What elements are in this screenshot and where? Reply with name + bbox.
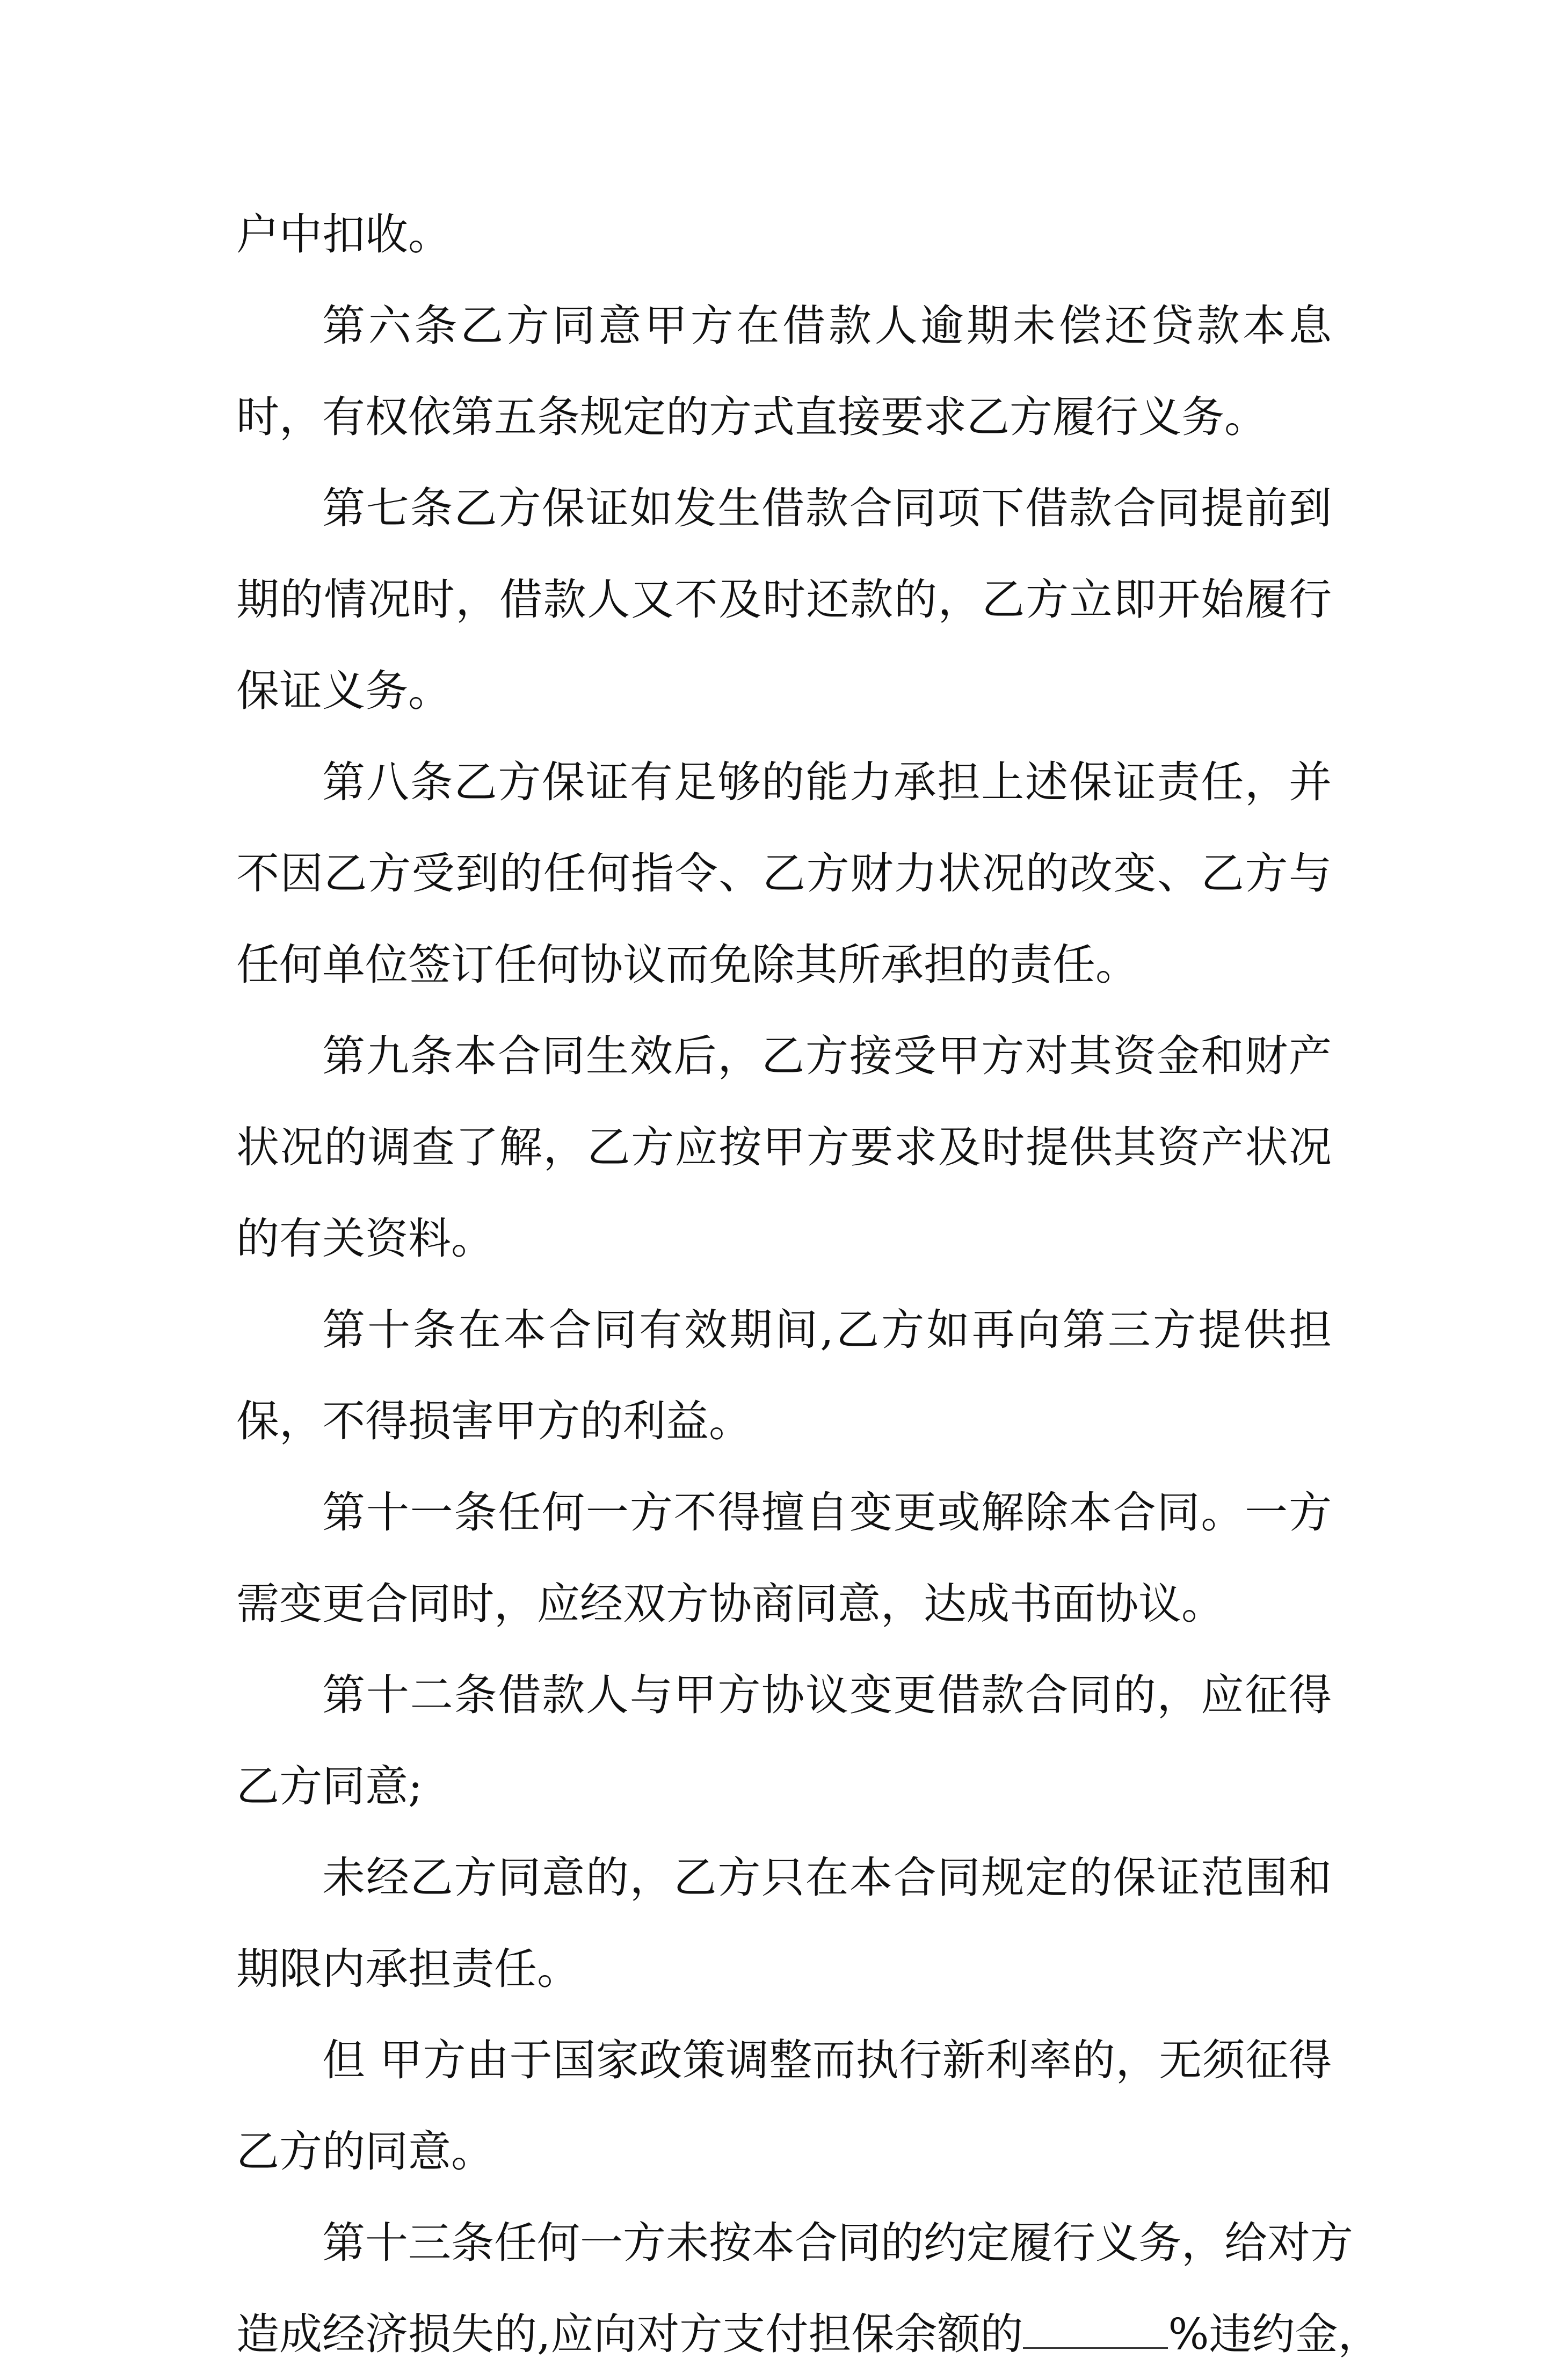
clause-12: 第十二条借款人与甲方协议变更借款合同的，应征得乙方同意; (236, 1670, 1332, 1811)
paragraph-continuation: 户中扣收。 (236, 209, 451, 259)
clause-10: 第十条在本合同有效期间,乙方如再向第三方提供担保，不得损害甲方的利益。 (236, 1305, 1332, 1446)
clause-6: 第六条乙方同意甲方在借款人逾期未偿还贷款本息时，有权依第五条规定的方式直接要求乙方履行义务。 (236, 301, 1332, 442)
clause-13-text-before-blank: 造成经济损失的,应向对方支付担保余额的 (236, 2309, 1023, 2359)
document-body (236, 189, 1381, 2380)
penalty-rate-blank[interactable] (1023, 2315, 1168, 2349)
clause-11: 第十一条任何一方不得擅自变更或解除本合同。一方需变更合同时，应经双方协商同意，达成书面协议。 (236, 1488, 1332, 1629)
clause-13-line-2 (236, 2289, 1381, 2380)
clause-13-text-after-blank: %违约金， (1168, 2309, 1381, 2359)
clause-7: 第七条乙方保证如发生借款合同项下借款合同提前到期的情况时，借款人又不及时还款的，乙方立即开始履行保证义务。 (236, 483, 1332, 716)
clause-12-continued: 未经乙方同意的，乙方只在本合同规定的保证范围和期限内承担责任。 (236, 1853, 1332, 1994)
clause-9: 第九条本合同生效后，乙方接受甲方对其资金和财产状况的调查了解，乙方应按甲方要求及时提供其资产状况的有关资料。 (236, 1031, 1332, 1264)
clause-13 (236, 2197, 1381, 2380)
clause-8: 第八条乙方保证有足够的能力承担上述保证责任，并不因乙方受到的任何指令、乙方财力状况的改变、乙方与任何单位签订任何协议而免除其所承担的责任。 (236, 757, 1332, 990)
clause-12-exception: 但 甲方由于国家政策调整而执行新利率的，无须征得乙方的同意。 (236, 2035, 1332, 2176)
clause-13-line-1: 第十三条任何一方未按本合同的约定履行义务，给对方 (322, 2218, 1353, 2268)
